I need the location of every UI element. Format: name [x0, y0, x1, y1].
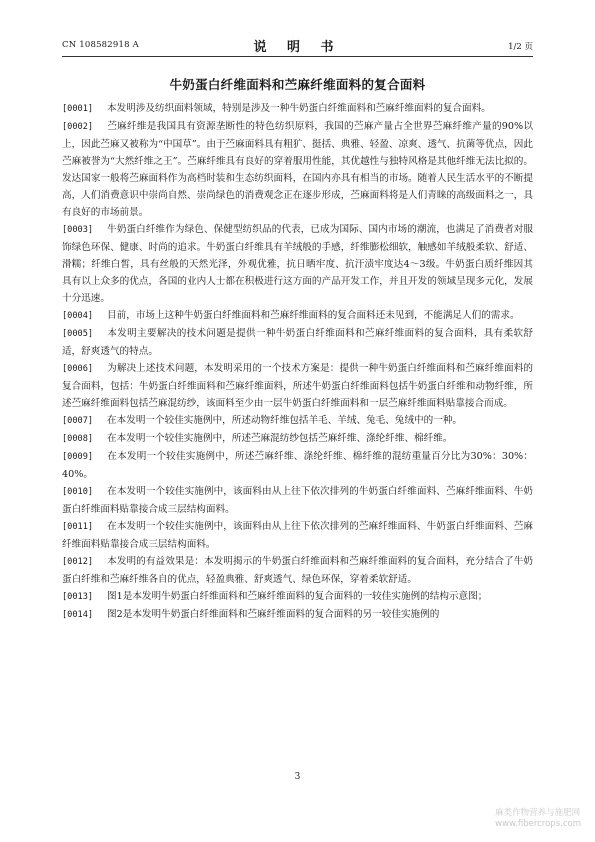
paragraph-text: 牛奶蛋白纤维作为绿色、保健型纺织品的代表，已成为国际、国内市场的潮流，也满足了消费者对服饰绿色环保、健康、时尚的追求。牛奶蛋白纤维具有羊绒般的手感，纤维膨松细软，触感如羊绒般柔软、舒适、滑糯；纤维白皙，具有丝般的天然光泽，外观优雅，抗日晒牢度、抗汗渍牢度达4～3级。牛奶蛋白质纤维因其具有以上众多的优点，各国的业内人士都在积极进行这方面的产品开发工作，并且开发的领域呈现多元化，发展十分迅速。 — [62, 224, 533, 304]
page-number: 3 — [294, 772, 301, 782]
paragraph-text: 本发明主要解决的技术问题是提供一种牛奶蛋白纤维面料和苎麻纤维面料的复合面料，具有柔软舒适，舒爽透气的特点。 — [62, 328, 533, 357]
watermark-url: www.fibercrops.com — [495, 819, 581, 829]
paragraph-number: [0009] — [62, 452, 94, 462]
paragraph-number: [0013] — [62, 592, 94, 602]
paragraph-text: 本发明的有益效果是：本发明揭示的牛奶蛋白纤维面料和苎麻纤维面料的复合面料，充分结合了牛奶蛋白纤维和苎麻纤维各自的优点，轻盈典雅、舒爽透气、绿色环保，穿着柔软舒适。 — [62, 556, 533, 585]
paragraph-0011 — [62, 518, 533, 553]
paragraph-text: 在本发明一个较佳实施例中，所述苎麻纤维、涤纶纤维、棉纤维的混纺重量百分比为30%：30%：40%。 — [62, 451, 533, 480]
paragraph-number: [0014] — [62, 610, 94, 620]
paragraph-number: [0008] — [62, 434, 94, 444]
paragraph-0003 — [62, 221, 533, 307]
paragraph-number: [0004] — [62, 311, 94, 321]
paragraph-0010 — [62, 483, 533, 518]
paragraph-number: [0011] — [62, 522, 94, 532]
invention-title: 牛奶蛋白纤维面料和苎麻纤维面料的复合面料 — [169, 77, 426, 92]
paragraph-0014 — [62, 606, 533, 624]
paragraph-text: 在本发明一个较佳实施例中，该面料由从上往下依次排列的苎麻纤维面料、牛奶蛋白纤维面料、苎麻纤维面料贴靠接合成三层结构面料。 — [62, 521, 533, 550]
paragraph-text: 为解决上述技术问题，本发明采用的一个技术方案是：提供一种牛奶蛋白纤维面料和苎麻纤维面料的复合面料，包括：牛奶蛋白纤维面料和苎麻纤维面料，所述牛奶蛋白纤维面料包括牛奶蛋白纤维和动物纤维，所述苎麻纤维面料包括苎麻混纺纱，该面料至少由一层牛奶蛋白纤维面料和一层苎麻纤维面料贴靠接合而成。 — [62, 363, 533, 409]
paragraph-0002 — [62, 118, 533, 221]
paragraph-text: 在本发明一个较佳实施例中，所述动物纤维包括羊毛、羊绒、兔毛、兔绒中的一种。 — [107, 415, 463, 426]
website-watermark — [495, 808, 581, 830]
paragraph-number: [0007] — [62, 416, 94, 426]
paragraph-text: 本发明涉及纺织面料领域，特别是涉及一种牛奶蛋白纤维面料和苎麻纤维面料的复合面料。 — [107, 103, 491, 114]
paragraph-0004 — [62, 307, 533, 325]
page-count: 1/2 页 — [508, 42, 533, 52]
paragraph-number: [0006] — [62, 364, 94, 374]
paragraph-0009 — [62, 448, 533, 483]
paragraph-text: 目前，市场上这种牛奶蛋白纤维面料和苎麻纤维面料的复合面料还未见到，不能满足人们的需求。 — [107, 310, 520, 321]
paragraph-number: [0005] — [62, 329, 94, 339]
page-header — [62, 36, 533, 57]
paragraph-0013 — [62, 588, 533, 606]
patent-number: CN 108582918 A — [62, 40, 139, 50]
description-body — [62, 100, 533, 760]
paragraph-text: 苎麻纤维是我国具有资源垄断性的特色纺织原料，我国的苎麻产量占全世界苎麻纤维产量的90%以上，因此苎麻又被称为“中国草”。由于苎麻面料具有粗犷、挺括、典雅、轻盈、凉爽、透气、抗菌等优点，因此苎麻被誉为“大然纤维之王”。苎麻纤维具有良好的穿着服用性能，其优越性与独特风格是其他纤维无法比拟的。发达国家一般将苎麻面料作为高档时装和生态纺织面料，在国内亦具有相当的市场。随着人民生活水平的不断提高，人们消费意识中崇尚自然、崇尚绿色的消费观念正在逐步形成，苎麻面料将是人们青睐的高级面料之一，具有良好的市场前景。 — [62, 121, 533, 218]
paragraph-text: 在本发明一个较佳实施例中，所述苎麻混纺纱包括苎麻纤维、涤纶纤维、棉纤维。 — [107, 433, 453, 444]
paragraph-text: 在本发明一个较佳实施例中，该面料由从上往下依次排列的牛奶蛋白纤维面料、苎麻纤维面料、牛奶蛋白纤维面料贴靠接合成三层结构面料。 — [62, 486, 533, 515]
watermark-site-name: 麻类作物营养与施肥网 — [495, 808, 581, 818]
paragraph-0006 — [62, 360, 533, 412]
paragraph-number: [0001] — [62, 104, 94, 114]
document-type-title: 说 明 书 — [253, 40, 342, 55]
paragraph-0008 — [62, 430, 533, 448]
paragraph-number: [0003] — [62, 225, 94, 235]
paragraph-number: [0012] — [62, 557, 94, 567]
paragraph-text: 图2是本发明牛奶蛋白纤维面料和苎麻纤维面料的复合面料的另一较佳实施例的 — [107, 609, 440, 620]
paragraph-0007 — [62, 412, 533, 430]
paragraph-number: [0002] — [62, 122, 94, 132]
paragraph-number: [0010] — [62, 487, 94, 497]
paragraph-0012 — [62, 553, 533, 588]
paragraph-text: 图1是本发明牛奶蛋白纤维面料和苎麻纤维面料的复合面料的一较佳实施例的结构示意图； — [107, 591, 488, 602]
paragraph-0001 — [62, 100, 533, 118]
paragraph-0005 — [62, 325, 533, 360]
